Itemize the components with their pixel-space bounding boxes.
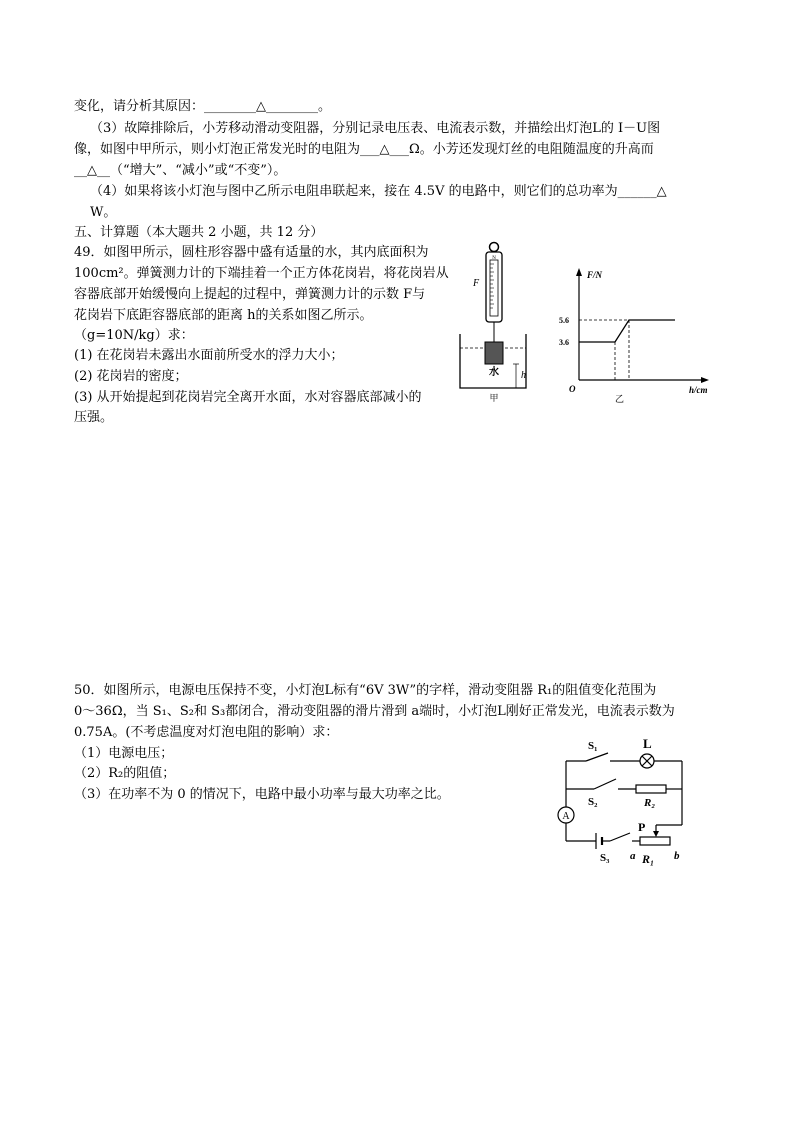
switch-s3 [610,833,630,841]
q48-line-4: __△__（“增大”、“减小”或“不变”）。 [74,163,287,178]
label-A: A [562,811,570,822]
q49-line-9: 压强。 [74,410,114,425]
q50-line-6: （3）在功率不为 0 的情况下，电路中最小功率与最大功率之比。 [74,787,450,802]
figure-yi-caption: 乙 [615,394,625,404]
figure-jia [456,238,536,404]
q48-line-3: 像，如图中甲所示，则小灯泡正常发光时的电阻为___△___Ω。小芳还发现灯丝的电阻随温度的升高而 [74,142,654,157]
q49-line-8: (3) 从开始提起到花岗岩完全离开水面，水对容器底部减小的 [74,390,422,405]
y-axis-arrow [576,268,582,276]
q48-line-6: W。 [90,205,117,220]
scale-unit-label: N [492,256,496,261]
figure-jia-caption: 甲 [489,393,499,403]
x-axis-label: h/cm [689,385,708,395]
q49-line-1: 49．如图甲所示，圆柱形容器中盛有适量的水，其内底面积为 [74,245,429,260]
label-S1: S₁ [588,740,598,752]
granite-block [485,342,503,364]
water-label: 水 [489,367,499,378]
q50-line-2: 0～36Ω，当 S₁、S₂和 S₃都闭合，滑动变阻器的滑片滑到 a端时，小灯泡L刚好正常发光，电流表示数为 [74,704,675,719]
y-tick-label-5.6: 5.6 [559,316,569,325]
resistor-R2 [636,785,666,793]
label-P: P [638,820,646,834]
label-S3: S₃ [600,852,610,864]
q50-line-3: 0.75A。(不考虑温度对灯泡电阻的影响）求： [74,725,339,740]
label-R2: R₂ [644,797,656,809]
q49-line-4: 花岗岩下底距容器底部的距离 h的关系如图乙所示。 [74,308,373,323]
q48-line-5: （4）如果将该小灯泡与图中乙所示电阻串联起来，接在 4.5V 的电路中，则它们的总功率为______△ [90,184,667,199]
section-heading: 五、计算题（本大题共 2 小题，共 12 分） [74,225,324,240]
label-b: b [674,850,680,862]
q49-line-6: (1) 在花岗岩未露出水面前所受水的浮力大小； [74,348,344,363]
q48-line-2: （3）故障排除后，小芳移动滑动变阻器，分别记录电压表、电流表示数，并描绘出灯泡L的 I－U图 [90,121,661,136]
rheostat-R1 [640,837,670,845]
switch-s2 [594,779,616,789]
label-S2: S₂ [588,796,598,808]
q49-line-3: 容器底部开始缓慢向上提起的过程中，弹簧测力计的示数 F与 [74,287,426,302]
q49-line-2: 100cm²。弹簧测力计的下端挂着一个正方体花岗岩，将花岗岩从 [74,266,449,281]
origin-label: O [569,384,576,394]
label-a: a [630,850,636,862]
label-R1: R₁ [642,852,655,866]
height-label: h [521,370,526,381]
circuit-diagram [548,731,698,871]
q50-line-1: 50．如图所示，电源电压保持不变，小灯泡L标有“6V 3W”的字样，滑动变阻器 R₁的阻值变化范围为 [74,683,657,698]
q50-line-4: （1）电源电压； [74,746,174,761]
switch-s1 [586,753,608,761]
scale-hook-ring [490,243,499,252]
q48-line-1: 变化，请分析其原因：________△________。 [74,99,331,114]
q50-line-5: （2）R₂的阻值； [74,766,176,781]
x-axis-arrow [701,377,709,383]
force-label: F [472,278,480,289]
y-tick-label-3.6: 3.6 [559,338,569,347]
label-L: L [643,736,652,751]
q49-line-5: （g=10N/kg）求： [74,328,194,343]
q49-line-7: (2) 花岗岩的密度； [74,369,188,384]
series-line-F [579,320,675,342]
y-axis-label: F/N [587,270,603,280]
figure-yi-chart [555,262,715,404]
